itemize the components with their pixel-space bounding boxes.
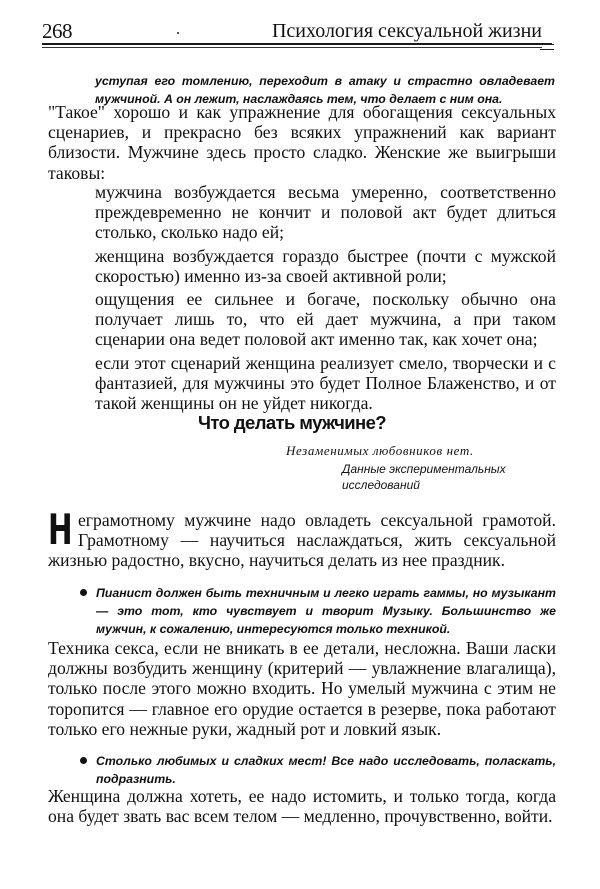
page-number: 268	[42, 19, 72, 43]
section-heading: Что делать мужчине?	[198, 412, 386, 433]
paragraph-4: Женщина должна хотеть, ее надо истомить, и только тогда, когда она будет звать вас всем телом — медленно, прочувственно, войти.	[48, 786, 556, 827]
paragraph-2	[48, 505, 556, 571]
epigraph: Незаменимых любовников нет.	[286, 443, 474, 458]
bullet-note-text: Столько любимых и сладких мест! Все надо исследовать, поласкать, подразнить.	[96, 754, 556, 786]
epigraph-source: Данные экспериментальных исследований	[342, 462, 506, 492]
print-speck	[177, 32, 179, 34]
paragraph-2-text: еграмотному мужчине надо овладеть сексуальной грамотой. Грамотному — научиться наслаждаться, жить сексуальной жизнью радостно, вкусно, научиться делать из нее праздник.	[48, 510, 556, 571]
paragraph-1: "Такое" хорошо и как упражнение для обогащения сексуальных сценариев, и прекрасно без всяких упражнений как вариант близости. Мужчине здесь просто сладко. Женские же выигрыши таковы:	[48, 102, 556, 183]
intro-italic-text: уступая его томлению, переходит в атаку и страстно овладевает мужчиной. А он лежит, наслаждаясь тем, что делает с ним она.	[95, 74, 555, 106]
running-title: Психология сексуальной жизни	[271, 20, 542, 42]
paragraph-3: Техника секса, если не вникать в ее детали, несложна. Ваши ласки должны возбудить женщину (критерий — увлажнение влагалища), только после этого можно входить. Но умелый мужчина с этим не торопится — главное его орудие остается в резерве, пока работают только его нежные руки, жадный рот и ловкий язык.	[48, 638, 556, 739]
bullet-icon	[80, 589, 87, 596]
bullet-note-text: Пианист должен быть техничным и легко играть гаммы, но музыкант — это тот, кто чувствует и творит Музыку. Большинство же мужчин, к сожалению, интересуются только техникой.	[96, 586, 556, 636]
list-item: если этот сценарий женщина реализует смело, творчески и с фантазией, для мужчины это будет Полное Блаженство, и от такой женщины он не уйдет никогда.	[95, 352, 556, 414]
bullet-note-1	[80, 584, 556, 638]
header-rule	[42, 43, 552, 45]
benefits-list	[95, 182, 556, 416]
list-item: мужчина возбуждается весьма умеренно, соответственно преждевременно не кончит и половой акт будет длиться столько, сколько надо ей;	[95, 182, 556, 243]
list-item: ощущения ее сильнее и богаче, поскольку обычно она получает лишь то, что ей дает мужчина, а при таком сценарии она ведет половой акт именно так, как хочет она;	[95, 289, 556, 350]
header-rule-thin	[42, 47, 542, 48]
bullet-note-2	[80, 752, 556, 788]
list-item: женщина возбуждается гораздо быстрее (почти с мужской скоростью) именно из-за своей активной роли;	[95, 245, 556, 286]
bullet-icon	[80, 757, 87, 764]
drop-cap: Н	[48, 505, 73, 554]
page-header	[42, 18, 552, 44]
header-rule-end	[540, 44, 554, 50]
